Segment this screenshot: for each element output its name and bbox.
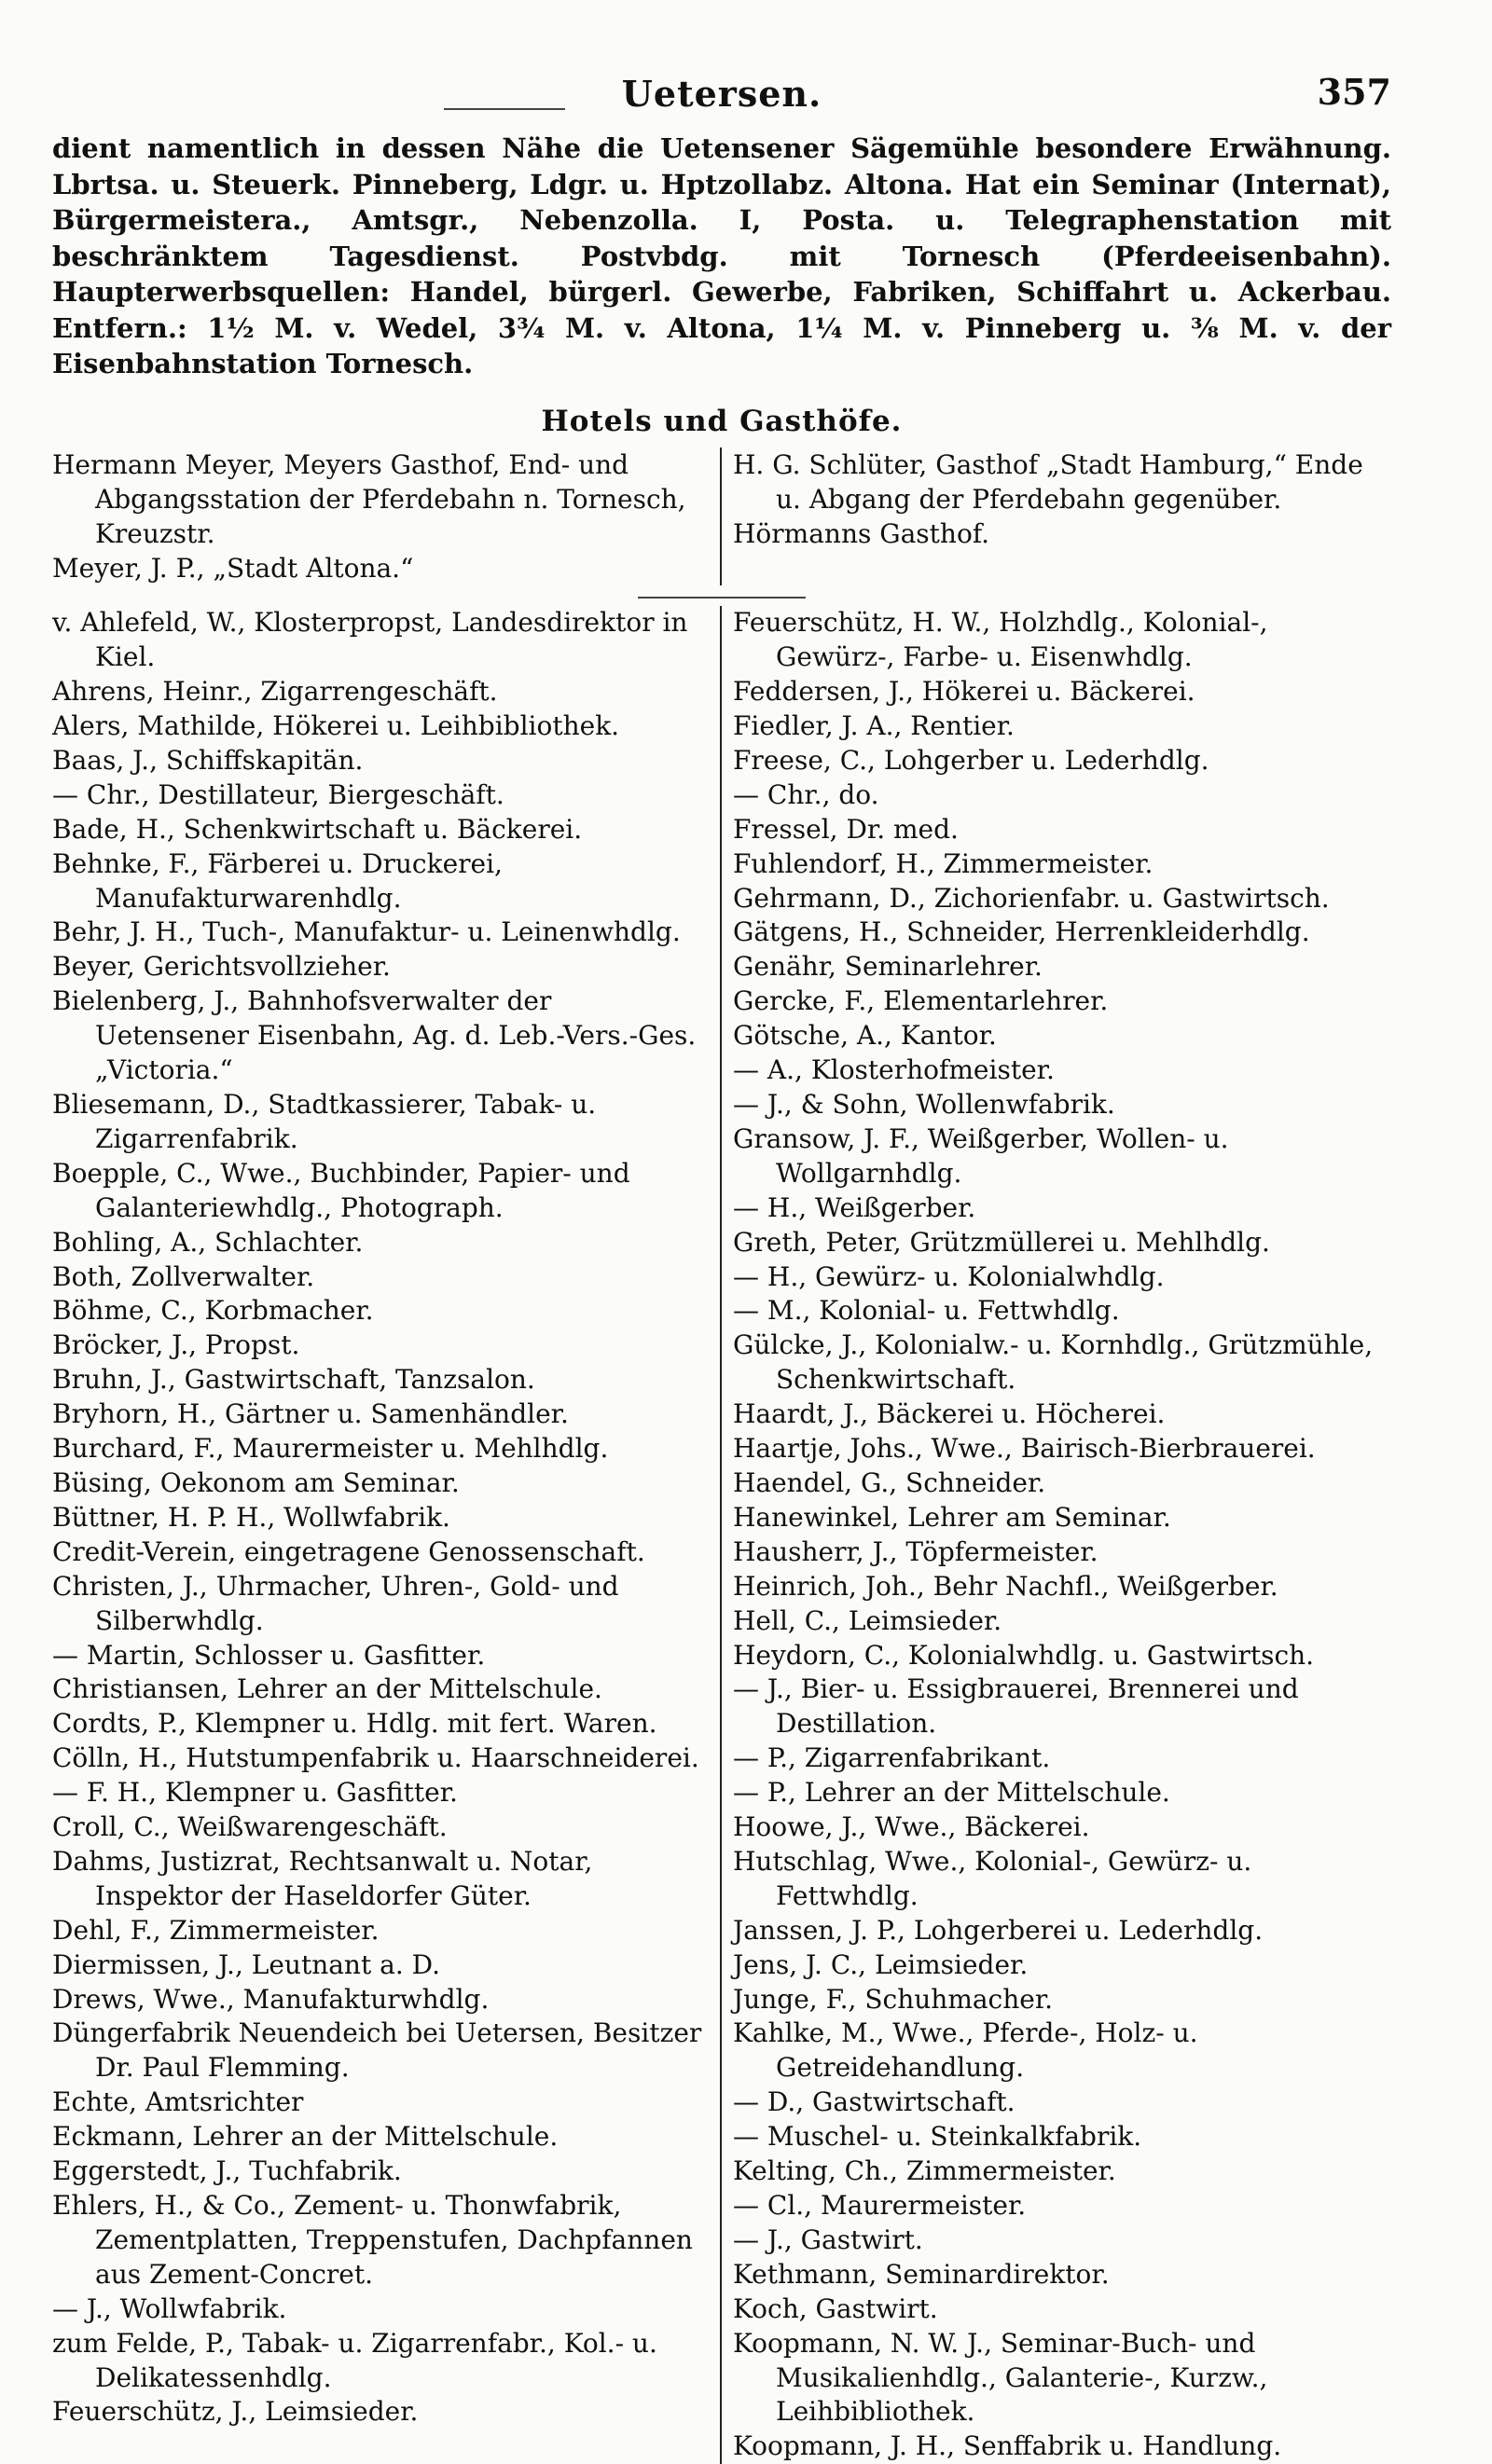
directory-entry: Kahlke, M., Wwe., Pferde-, Holz- u. Getreidehandlung.	[733, 2017, 1198, 2084]
directory-entry: Behnke, F., Färberei u. Druckerei, Manufakturwarenhdlg.	[52, 847, 503, 914]
directory-entry: Büttner, H. P. H., Wollwfabrik.	[52, 1501, 450, 1533]
directory-entry: Dahms, Justizrat, Rechtsanwalt u. Notar, Inspektor der Haseldorfer Güter.	[52, 1845, 593, 1911]
directory-entry: Bielenberg, J., Bahnhofsverwalter der Uetensener Eisenbahn, Ag. d. Leb.-Vers.-Ges. „Victoria.“	[52, 985, 697, 1086]
intro-paragraph: dient namentlich in dessen Nähe die Uetensener Sägemühle besondere Erwähnung. Lbrtsa. u. Steuerk. Pinneberg, Ldgr. u. Hptzollabz. Altona. Hat ein Seminar (Internat), Bürgermeistera., Amtsgr., Nebenzolla. I, Posta. u. Telegraphenstation mit beschränktem Tagesdienst. Postvbdg. mit Tornesch (Pferdeeisenbahn). Haupterwerbsquellen: Handel, bürgerl. Gewerbe, Fabriken, Schiffahrt u. Ackerbau. Entfern.: 1½ M. v. Wedel, 3¾ M. v. Altona, 1¼ M. v. Pinneberg u. ⅜ M. v. der Eisenbahnstation Tornesch.	[52, 132, 1391, 379]
directory-entry: Both, Zollverwalter.	[52, 1260, 315, 1292]
page-number: 357	[1317, 71, 1391, 113]
directory-entry: — P., Zigarrenfabrikant.	[733, 1742, 1051, 1774]
directory-entry: Cölln, H., Hutstumpenfabrik u. Haarschneiderei.	[52, 1742, 699, 1774]
directory-entry: Boepple, C., Wwe., Buchbinder, Papier- und Galanteriewhdlg., Photograph.	[52, 1157, 630, 1223]
directory-entry: — Muschel- u. Steinkalkfabrik.	[733, 2121, 1142, 2153]
hotel-entry: Hermann Meyer, Meyers Gasthof, End- und Abgangsstation der Pferdebahn n. Tornesch, Kreuzstr.	[52, 448, 686, 549]
directory-entry: Bohling, A., Schlachter.	[52, 1226, 364, 1258]
directory-entry: Beyer, Gerichtsvollzieher.	[52, 951, 391, 983]
directory-entry: Bliesemann, D., Stadtkassierer, Tabak- u. Zigarrenfabrik.	[52, 1089, 597, 1154]
directory-entry: — H., Gewürz- u. Kolonialwhdlg.	[733, 1260, 1165, 1292]
directory-entry: Kelting, Ch., Zimmermeister.	[733, 2155, 1116, 2187]
directory-entry: Büsing, Oekonom am Seminar.	[52, 1466, 460, 1498]
directory-right-column	[722, 606, 1391, 2464]
directory-entry: Hoowe, J., Wwe., Bäckerei.	[733, 1811, 1090, 1843]
hotels-left-column	[52, 447, 722, 586]
directory-entry: Croll, C., Weißwarengeschäft.	[52, 1811, 448, 1843]
directory-entry: — F. H., Klempner u. Gasfitter.	[52, 1777, 458, 1809]
directory-entry: Diermissen, J., Leutnant a. D.	[52, 1948, 440, 1980]
hotel-entry: Meyer, J. P., „Stadt Altona.“	[52, 553, 414, 585]
directory-entry: Hanewinkel, Lehrer am Seminar.	[733, 1501, 1171, 1533]
directory-entry: — P., Lehrer an der Mittelschule.	[733, 1777, 1170, 1809]
directory-entry: Gätgens, H., Schneider, Herrenkleiderhdlg.	[733, 916, 1310, 948]
hotels-right-column	[722, 447, 1391, 586]
directory-entry: Dehl, F., Zimmermeister.	[52, 1914, 380, 1946]
directory-entry: — J., Wollwfabrik.	[52, 2292, 287, 2324]
directory-entry: — Chr., Destillateur, Biergeschäft.	[52, 778, 504, 810]
directory-entry: Gercke, F., Elementarlehrer.	[733, 985, 1109, 1017]
directory-entry: Fressel, Dr. med.	[733, 813, 959, 845]
directory-entry: Bade, H., Schenkwirtschaft u. Bäckerei.	[52, 813, 583, 845]
directory-entry: Bryhorn, H., Gärtner u. Samenhändler.	[52, 1398, 569, 1430]
hotel-entry: H. G. Schlüter, Gasthof „Stadt Hamburg,“ Ende u. Abgang der Pferdebahn gegenüber.	[733, 448, 1363, 515]
directory-entry: Heinrich, Joh., Behr Nachfl., Weißgerber.	[733, 1570, 1278, 1602]
directory-entry: Baas, J., Schiffskapitän.	[52, 744, 364, 776]
directory-entry: Feddersen, J., Hökerei u. Bäckerei.	[733, 676, 1195, 708]
directory-entry: — Chr., do.	[733, 778, 879, 810]
directory-entry: Greth, Peter, Grützmüllerei u. Mehlhdlg.	[733, 1226, 1270, 1258]
hotels-heading: Hotels und Gasthöfe.	[541, 404, 903, 438]
directory-entry: Cordts, P., Klempner u. Hdlg. mit fert. Waren.	[52, 1708, 657, 1740]
directory-entry: — M., Kolonial- u. Fettwhdlg.	[733, 1295, 1120, 1327]
directory-entry: Bröcker, J., Propst.	[52, 1329, 300, 1361]
directory-entry: — J., Gastwirt.	[733, 2223, 923, 2255]
directory-left-column	[52, 606, 722, 2464]
section-divider	[638, 597, 806, 599]
directory-entry: Echte, Amtsrichter	[52, 2086, 304, 2118]
directory-entry: Junge, F., Schuhmacher.	[733, 1983, 1054, 2015]
directory-entry: Behr, J. H., Tuch-, Manufaktur- u. Leinenwhdlg.	[52, 916, 681, 948]
directory-entry: Böhme, C., Korbmacher.	[52, 1295, 374, 1327]
page-title: Uetersen.	[621, 73, 822, 115]
hotel-entry: Hörmanns Gasthof.	[733, 517, 990, 549]
directory-entry: Credit-Verein, eingetragene Genossenschaft.	[52, 1535, 645, 1567]
directory-entry: v. Ahlefeld, W., Klosterpropst, Landesdirektor in Kiel.	[52, 607, 688, 673]
directory-entry: — D., Gastwirtschaft.	[733, 2086, 1015, 2118]
directory-entry: Janssen, J. P., Lohgerberei u. Lederhdlg.	[733, 1914, 1264, 1946]
directory-entry: Feuerschütz, J., Leimsieder.	[52, 2396, 419, 2428]
directory-entry: Burchard, F., Maurermeister u. Mehlhdlg.	[52, 1433, 609, 1465]
directory-entry: Koch, Gastwirt.	[733, 2292, 938, 2324]
directory-entry: Gransow, J. F., Weißgerber, Wollen- u. Wollgarnhdlg.	[733, 1122, 1229, 1189]
directory-entry: — J., & Sohn, Wollenwfabrik.	[733, 1089, 1115, 1120]
directory-entry: Heydorn, C., Kolonialwhdlg. u. Gastwirtsch.	[733, 1639, 1315, 1671]
directory-entry: Haardt, J., Bäckerei u. Höcherei.	[733, 1398, 1166, 1430]
page-header	[52, 65, 1391, 125]
directory-entry: Götsche, A., Kantor.	[733, 1020, 997, 1052]
directory-entry: — Martin, Schlosser u. Gasfitter.	[52, 1639, 486, 1671]
directory-entry: Kethmann, Seminardirektor.	[733, 2258, 1110, 2290]
directory-entry: Hutschlag, Wwe., Kolonial-, Gewürz- u. Fettwhdlg.	[733, 1845, 1252, 1911]
directory-entry: Genähr, Seminarlehrer.	[733, 951, 1043, 983]
directory-entry: Alers, Mathilde, Hökerei u. Leihbibliothek.	[52, 710, 620, 742]
directory-entry: — Cl., Maurermeister.	[733, 2190, 1027, 2221]
directory-entry: Düngerfabrik Neuendeich bei Uetersen, Besitzer Dr. Paul Flemming.	[52, 2017, 702, 2084]
hotels-list	[52, 447, 1391, 586]
directory-entry: Christen, J., Uhrmacher, Uhren-, Gold- und Silberwhdlg.	[52, 1570, 619, 1636]
directory-entry: Fuhlendorf, H., Zimmermeister.	[733, 847, 1154, 879]
directory-entry: Eckmann, Lehrer an der Mittelschule.	[52, 2121, 559, 2153]
directory-entry: — J., Bier- u. Essigbrauerei, Brennerei und Destillation.	[733, 1673, 1299, 1740]
directory-entry: Haendel, G., Schneider.	[733, 1466, 1046, 1498]
directory-entry: — A., Klosterhofmeister.	[733, 1054, 1055, 1086]
directory-entry: Haartje, Johs., Wwe., Bairisch-Bierbrauerei.	[733, 1433, 1316, 1465]
directory-entry: Eggerstedt, J., Tuchfabrik.	[52, 2155, 402, 2187]
directory-list	[52, 606, 1391, 2464]
directory-entry: Hausherr, J., Töpfermeister.	[733, 1535, 1098, 1567]
directory-entry: zum Felde, P., Tabak- u. Zigarrenfabr., Kol.- u. Delikatessenhdlg.	[52, 2327, 657, 2393]
directory-entry: Drews, Wwe., Manufakturwhdlg.	[52, 1983, 490, 2015]
directory-entry: Jens, J. C., Leimsieder.	[733, 1948, 1029, 1980]
directory-entry: Hell, C., Leimsieder.	[733, 1604, 1002, 1636]
directory-entry: Koopmann, J. H., Senffabrik u. Handlung.	[733, 2430, 1282, 2462]
directory-entry: Gülcke, J., Kolonialw.- u. Kornhdlg., Grützmühle, Schenkwirtschaft.	[733, 1329, 1374, 1396]
directory-entry: — H., Weißgerber.	[733, 1191, 976, 1223]
directory-entry: Ehlers, H., & Co., Zement- u. Thonwfabrik, Zementplatten, Treppenstufen, Dachpfannen aus Zement-Concret.	[52, 2190, 693, 2290]
directory-entry: Koopmann, N. W. J., Seminar-Buch- und Musikalienhdlg., Galanterie-, Kurzw., Leihbibliothek.	[733, 2327, 1268, 2428]
directory-entry: Feuerschütz, H. W., Holzhdlg., Kolonial-, Gewürz-, Farbe- u. Eisenwhdlg.	[733, 607, 1268, 673]
directory-entry: Fiedler, J. A., Rentier.	[733, 710, 1015, 742]
directory-entry: Gehrmann, D., Zichorienfabr. u. Gastwirtsch.	[733, 882, 1330, 914]
directory-entry: Freese, C., Lohgerber u. Lederhdlg.	[733, 744, 1209, 776]
directory-entry: Christiansen, Lehrer an der Mittelschule.	[52, 1673, 602, 1705]
directory-entry: Bruhn, J., Gastwirtschaft, Tanzsalon.	[52, 1364, 535, 1396]
directory-entry: Ahrens, Heinr., Zigarrengeschäft.	[52, 676, 498, 708]
